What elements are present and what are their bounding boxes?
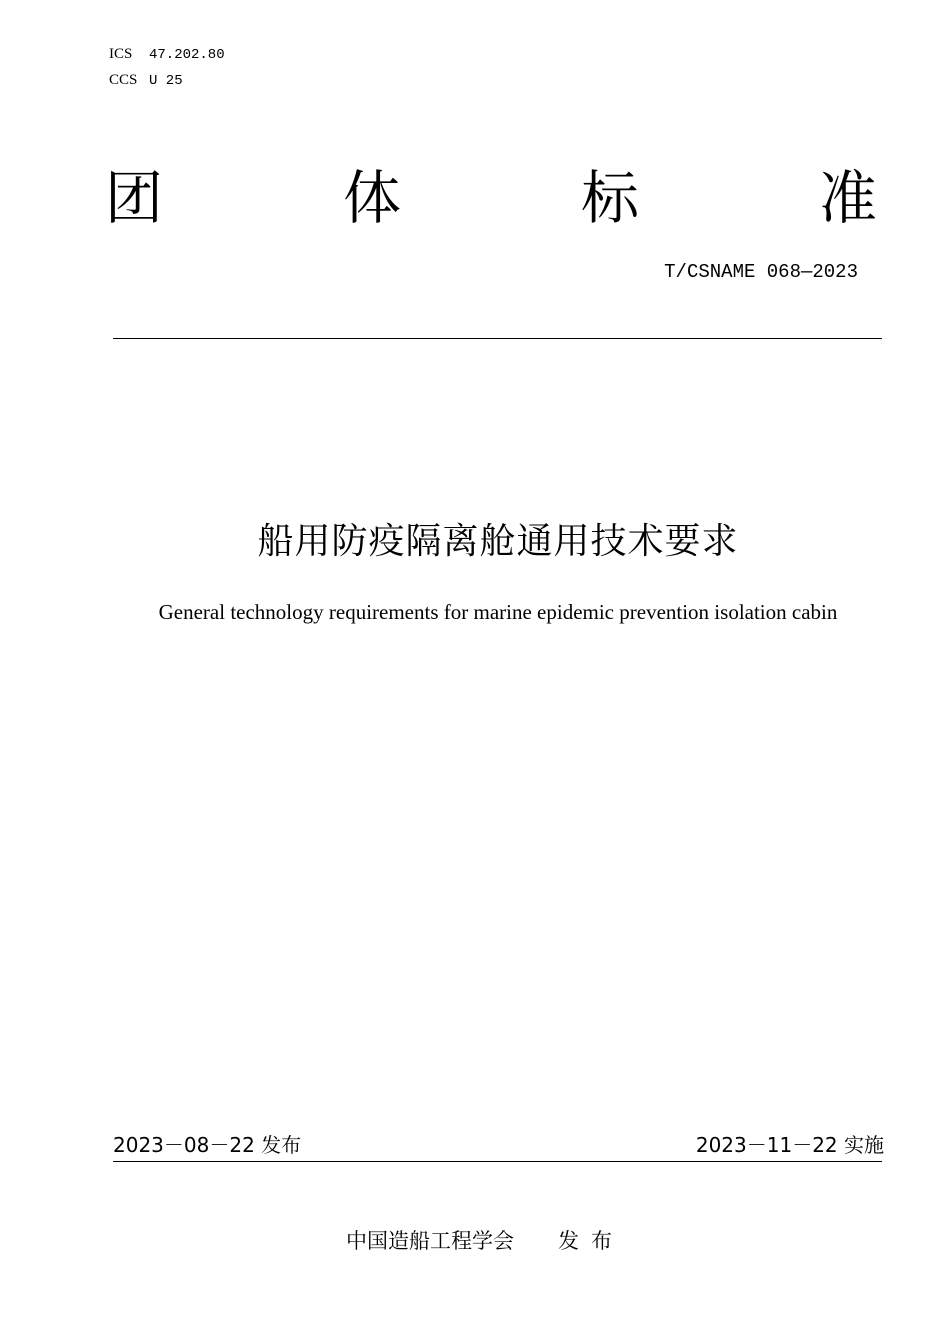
ics-row	[109, 45, 225, 64]
publisher-name: 中国造船工程学会	[346, 1229, 514, 1253]
english-title: General technology requirements for marine epidemic prevention isolation cabin	[158, 600, 838, 624]
ccs-row	[109, 71, 183, 90]
ccs-label: CCS	[109, 72, 138, 88]
publisher-line	[346, 1227, 624, 1255]
ics-label: ICS	[109, 46, 133, 62]
standard-number: T/CSNAME 068—2023	[664, 261, 858, 283]
document-type-title	[105, 162, 877, 234]
bottom-divider	[113, 1161, 882, 1162]
ics-value: 47.202.80	[149, 47, 225, 63]
implement-date: 2023－11－22 实施	[695, 1133, 884, 1157]
chinese-title: 船用防疫隔离舱通用技术要求	[257, 521, 739, 562]
top-divider	[113, 338, 882, 339]
publish-date: 2023－08－22 发布	[113, 1133, 302, 1157]
title-char: 团	[105, 164, 164, 232]
title-char: 标	[580, 164, 639, 232]
title-char: 准	[818, 164, 877, 232]
ccs-value: U 25	[149, 73, 183, 89]
publish-word: 发布	[558, 1229, 624, 1253]
title-char: 体	[342, 164, 401, 232]
